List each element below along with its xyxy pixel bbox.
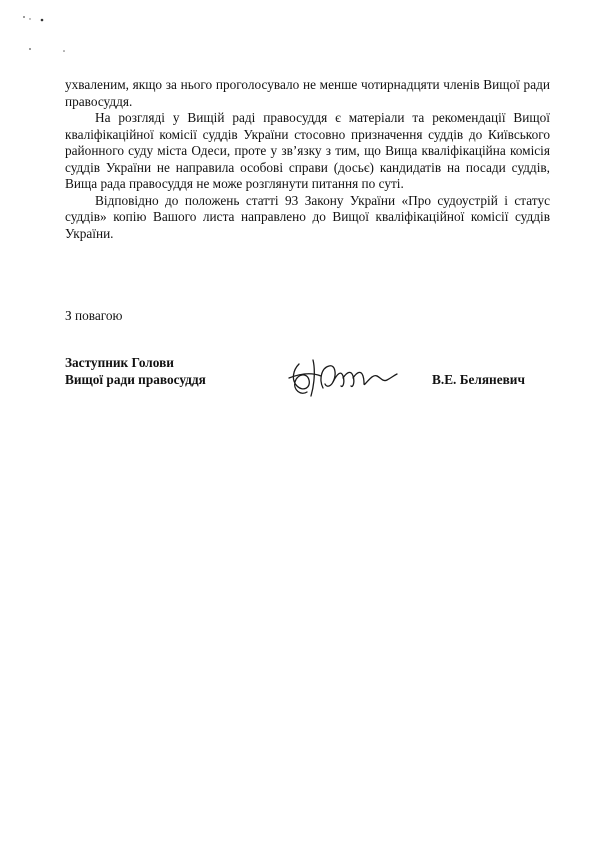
closing-salutation: З повагою: [65, 308, 123, 323]
signer-position: [65, 354, 206, 388]
letter-body: [65, 77, 550, 242]
signer-position-line1: Заступник Голови: [65, 355, 174, 370]
scan-specks: [0, 0, 80, 60]
handwritten-signature: [285, 352, 403, 400]
signer-name: В.Е. Беляневич: [432, 372, 525, 387]
signer-position-line2: Вищої ради правосуддя: [65, 372, 206, 387]
paragraph-forwarding: Відповідно до положень статті 93 Закону України «Про судоустрій і статус суддів» копію Вашого листа направлено до Вищої кваліфікаційної комісії суддів України.: [65, 192, 550, 241]
paragraph-continuation: ухваленим, якщо за нього проголосувало не менше чотирнадцяти членів Вищої ради правосуддя.: [65, 77, 550, 109]
paragraph-review-status: На розгляді у Вищій раді правосуддя є матеріали та рекомендації Вищої кваліфікаційної комісії суддів України стосовно призначення суддів до Київського районного суду міста Одеси, проте у зв’язку з тим, що Вища кваліфікаційна комісія суддів України не направила особові справи (досьє) кандидатів на посади суддів, Вища рада правосуддя не може розглянути питання по суті.: [65, 110, 550, 191]
